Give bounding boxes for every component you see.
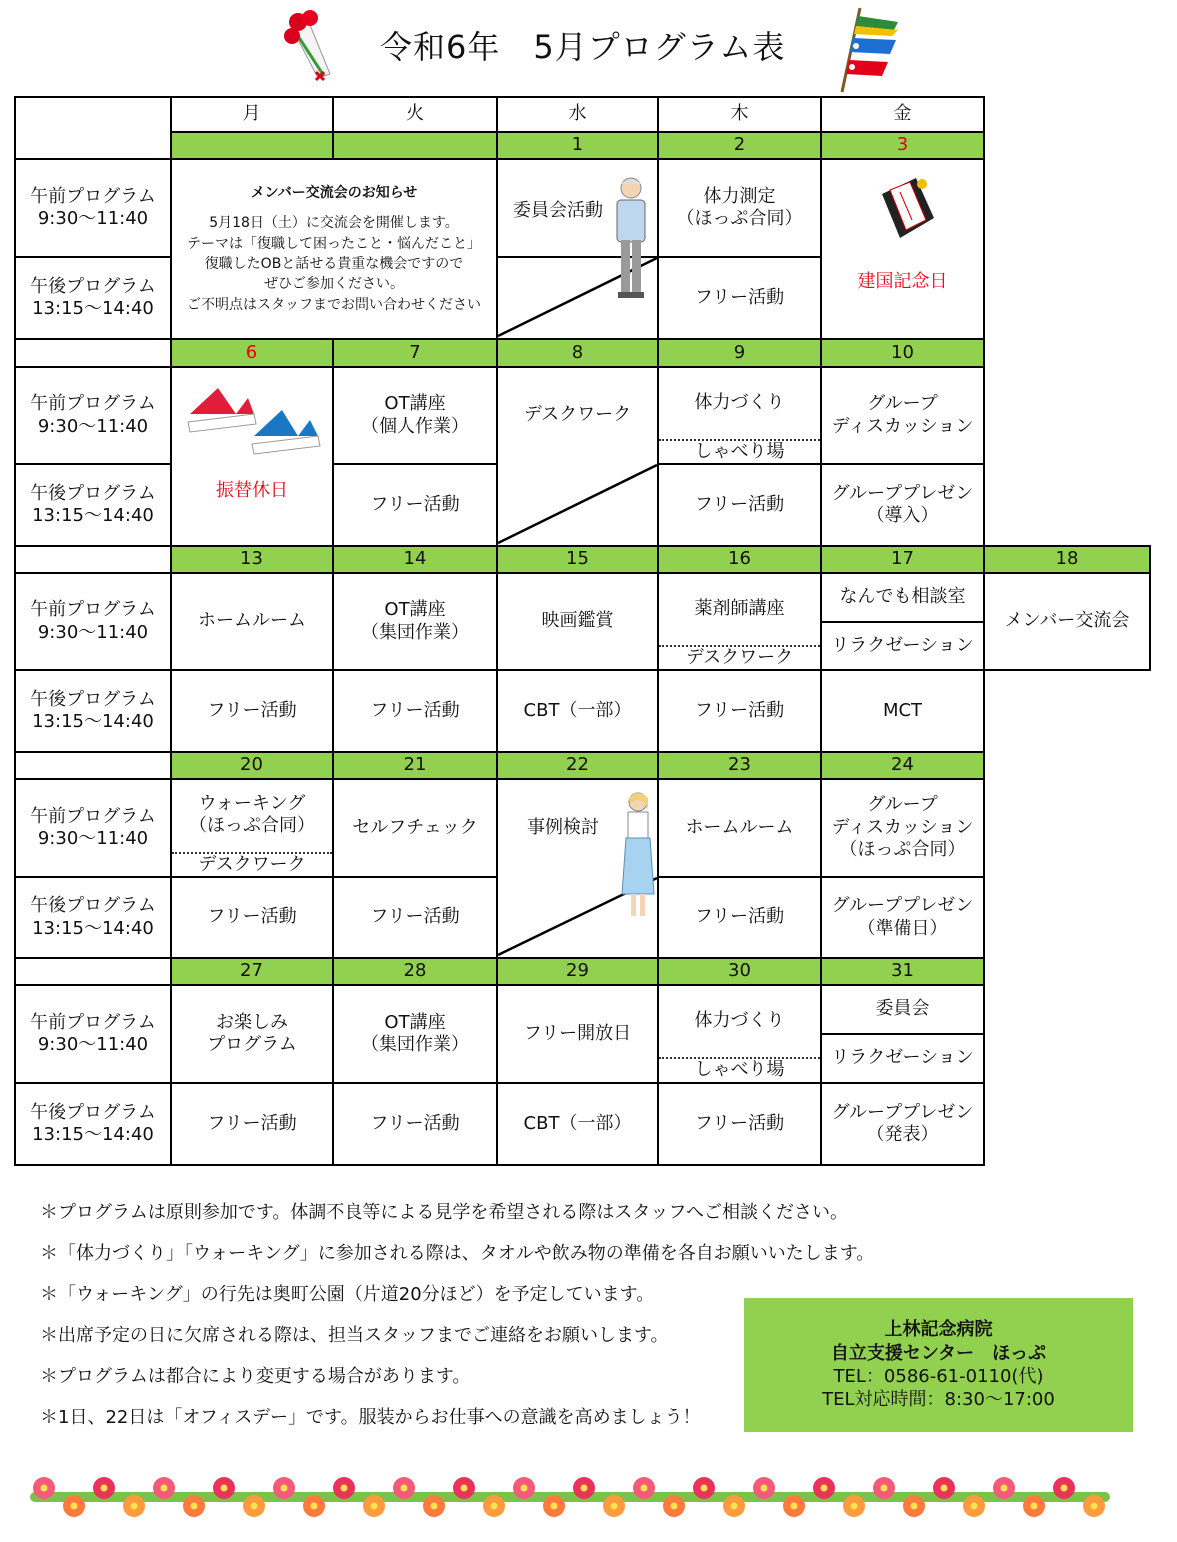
flower-center	[1091, 1503, 1098, 1510]
time-label-pm: 午後プログラム 13:15〜14:40	[30, 688, 156, 732]
program-cell: MCT	[882, 699, 923, 721]
flower-center	[131, 1503, 138, 1510]
flower-center	[401, 1485, 408, 1492]
flower-center	[221, 1485, 228, 1492]
program-cell: グループプレゼン （準備日）	[831, 895, 974, 939]
flower-center	[761, 1485, 768, 1492]
program-cell: OT講座 （集団作業）	[361, 1011, 469, 1055]
date: 21	[403, 754, 427, 776]
flower-center	[251, 1503, 258, 1510]
program-cell: フリー活動	[370, 699, 460, 721]
program-cell: フリー開放日	[523, 1022, 632, 1044]
program-cell: フリー活動	[370, 906, 460, 928]
program-cell: 委員会	[875, 998, 930, 1020]
date: 29	[566, 960, 589, 982]
time-label-pm: 午後プログラム 13:15〜14:40	[30, 895, 156, 939]
flower-center	[611, 1503, 618, 1510]
program-cell: メンバー交流会	[1004, 610, 1130, 632]
flower-center	[551, 1503, 558, 1510]
time-label-am: 午前プログラム 9:30〜11:40	[30, 599, 156, 643]
date: 17	[891, 548, 914, 570]
time-label-am: 午前プログラム 9:30〜11:40	[30, 1011, 156, 1055]
program-cell: フリー活動	[207, 906, 297, 928]
program-cell: フリー活動	[207, 1112, 297, 1134]
program-cell: OT講座 （個人作業）	[361, 393, 469, 437]
date: 28	[403, 960, 427, 982]
program-cell: リラクゼーション	[831, 634, 974, 656]
note: ＊1日、22日は「オフィスデー」です。服装からお仕事への意識を高めましょう！	[40, 1407, 701, 1428]
program-cell: OT講座 （集団作業）	[361, 599, 469, 643]
notice-body: 5月18日（土）に交流会を開催します。 テーマは「復職して困ったこと・悩んだこと」 復職したOBと話せる貴重な機会ですので ぜひご参加ください。 ご不明点はスタッフまでお問い合わせください	[187, 215, 481, 313]
contact-box	[744, 1298, 1133, 1432]
holiday-label: 建国記念日	[857, 270, 948, 292]
day-header-fri: 金	[893, 103, 912, 125]
koinobori-icon	[836, 4, 906, 94]
woman-icon	[618, 790, 658, 926]
program-cell: フリー活動	[370, 493, 460, 515]
flower-center	[701, 1485, 708, 1492]
flower-center	[521, 1485, 528, 1492]
program-cell: 体力測定 （ほっぷ合同）	[676, 185, 803, 229]
phone-hours: TEL対応時間：8:30〜17:00	[822, 1389, 1055, 1411]
elderly-man-icon	[606, 174, 656, 306]
program-cell: フリー活動	[694, 1112, 785, 1134]
program-cell: フリー活動	[694, 699, 785, 721]
day-header-thu: 木	[730, 103, 749, 125]
date: 13	[240, 548, 263, 570]
date-holiday: 6	[245, 341, 258, 363]
day-header-wed: 水	[568, 103, 587, 125]
flower-border	[30, 1470, 1110, 1526]
flower-center	[671, 1503, 678, 1510]
time-label-am: 午前プログラム 9:30〜11:40	[30, 805, 156, 849]
time-label-pm: 午後プログラム 13:15〜14:40	[30, 482, 156, 526]
holiday-label: 振替休日	[216, 479, 288, 501]
program-cell: フリー活動	[694, 906, 785, 928]
date: 30	[728, 960, 751, 982]
notice-title: メンバー交流会のお知らせ	[250, 185, 418, 202]
program-cell: デスクワーク	[523, 404, 632, 426]
program-cell: グループプレゼン （導入）	[831, 482, 974, 526]
program-cell: セルフチェック	[352, 816, 478, 838]
program-cell: グループ ディスカッション （ほっぷ合同）	[831, 794, 974, 861]
program-cell: フリー活動	[694, 493, 785, 515]
program-cell: 委員会活動	[513, 200, 603, 221]
carnation-icon	[278, 6, 342, 86]
document-icon	[876, 174, 938, 246]
note: ＊プログラムは都合により変更する場合があります。	[40, 1366, 471, 1387]
flower-center	[491, 1503, 498, 1510]
program-cell: フリー活動	[207, 699, 297, 721]
program-table	[14, 96, 1151, 1166]
flower-center	[161, 1485, 168, 1492]
note: ＊「ウォーキング」の行先は奥町公園（片道20分ほど）を予定しています。	[40, 1284, 655, 1305]
center-name: 自立支援センター ほっぷ	[830, 1342, 1047, 1364]
flower-center	[641, 1485, 648, 1492]
phone-number: TEL：0586-61-0110(代)	[833, 1366, 1044, 1387]
flower-center	[791, 1503, 798, 1510]
flower-center	[581, 1485, 588, 1492]
date: 22	[566, 754, 589, 776]
note: ＊プログラムは原則参加です。体調不良等による見学を希望される際はスタッフへご相談ください。	[40, 1202, 849, 1223]
flower-center	[371, 1503, 378, 1510]
date: 15	[566, 548, 589, 570]
date: 23	[728, 754, 751, 776]
date: 18	[1055, 548, 1079, 570]
flower-center	[71, 1503, 78, 1510]
program-cell: 映画鑑賞	[541, 610, 614, 632]
flower-center	[881, 1485, 888, 1492]
program-cell: フリー活動	[370, 1112, 460, 1134]
time-label-pm: 午後プログラム 13:15〜14:40	[30, 275, 156, 319]
program-cell: グループ ディスカッション	[831, 393, 974, 437]
flower-center	[341, 1485, 348, 1492]
flower-center	[191, 1503, 198, 1510]
date-holiday: 3	[896, 134, 909, 156]
kabuto-icon	[184, 384, 324, 468]
program-cell-sub: しゃべり場	[694, 1059, 785, 1081]
flower-center	[1031, 1503, 1038, 1510]
date: 24	[891, 754, 914, 776]
time-label-am: 午前プログラム 9:30〜11:40	[30, 393, 156, 437]
program-cell: 体力づくり	[694, 1009, 785, 1031]
program-cell: リラクゼーション	[831, 1047, 974, 1069]
flower-center	[281, 1485, 288, 1492]
program-cell-sub: デスクワーク	[685, 646, 794, 668]
flower-center	[971, 1503, 978, 1510]
program-cell: 薬剤師講座	[694, 597, 785, 619]
flower-center	[911, 1503, 918, 1510]
day-header-tue: 火	[406, 103, 424, 125]
flower-center	[461, 1485, 468, 1492]
note: ＊出席予定の日に欠席される際は、担当スタッフまでご連絡をお願いします。	[40, 1325, 669, 1346]
program-cell: ホームルーム	[198, 610, 306, 632]
date: 31	[891, 960, 914, 982]
date: 27	[240, 960, 263, 982]
flower-center	[101, 1485, 108, 1492]
note: ＊「体力づくり」「ウォーキング」に参加される際は、タオルや飲み物の準備を各自お願いいたします。	[40, 1243, 875, 1264]
flower-center	[731, 1503, 738, 1510]
program-cell: フリー活動	[694, 286, 785, 308]
flower-center	[431, 1503, 438, 1510]
date: 14	[403, 548, 427, 570]
program-cell: お楽しみ プログラム	[207, 1011, 297, 1055]
date: 2	[733, 134, 746, 156]
flower-center	[41, 1485, 48, 1492]
flower-center	[851, 1503, 858, 1510]
program-cell: グループプレゼン （発表）	[831, 1101, 974, 1145]
program-cell: 体力づくり	[694, 391, 785, 413]
flower-center	[1001, 1485, 1008, 1492]
program-cell-sub: デスクワーク	[198, 853, 306, 875]
program-cell: なんでも相談室	[839, 586, 966, 608]
program-cell: CBT（一部）	[523, 699, 632, 721]
time-label-am: 午前プログラム 9:30〜11:40	[30, 185, 156, 229]
date: 8	[571, 341, 584, 363]
day-header-mon: 月	[242, 103, 261, 125]
program-cell-sub: しゃべり場	[694, 440, 785, 462]
date: 7	[409, 341, 421, 363]
program-cell: ホームルーム	[685, 816, 794, 838]
date: 9	[733, 341, 746, 363]
program-cell: 事例検討	[527, 816, 599, 838]
date: 10	[891, 341, 914, 363]
flower-center	[1061, 1485, 1068, 1492]
time-label-pm: 午後プログラム 13:15〜14:40	[30, 1101, 156, 1145]
flower-center	[821, 1485, 828, 1492]
flower-center	[311, 1503, 318, 1510]
program-cell: CBT（一部）	[523, 1112, 632, 1134]
date: 1	[571, 134, 584, 156]
exchange-notice	[172, 160, 496, 338]
date: 20	[240, 754, 263, 776]
flower-center	[941, 1485, 948, 1492]
program-cell: ウォーキング （ほっぷ合同）	[189, 792, 315, 836]
hospital-name: 上林記念病院	[884, 1319, 993, 1341]
page-title: 令和6年 5月プログラム表	[380, 28, 786, 66]
date: 16	[728, 548, 751, 570]
